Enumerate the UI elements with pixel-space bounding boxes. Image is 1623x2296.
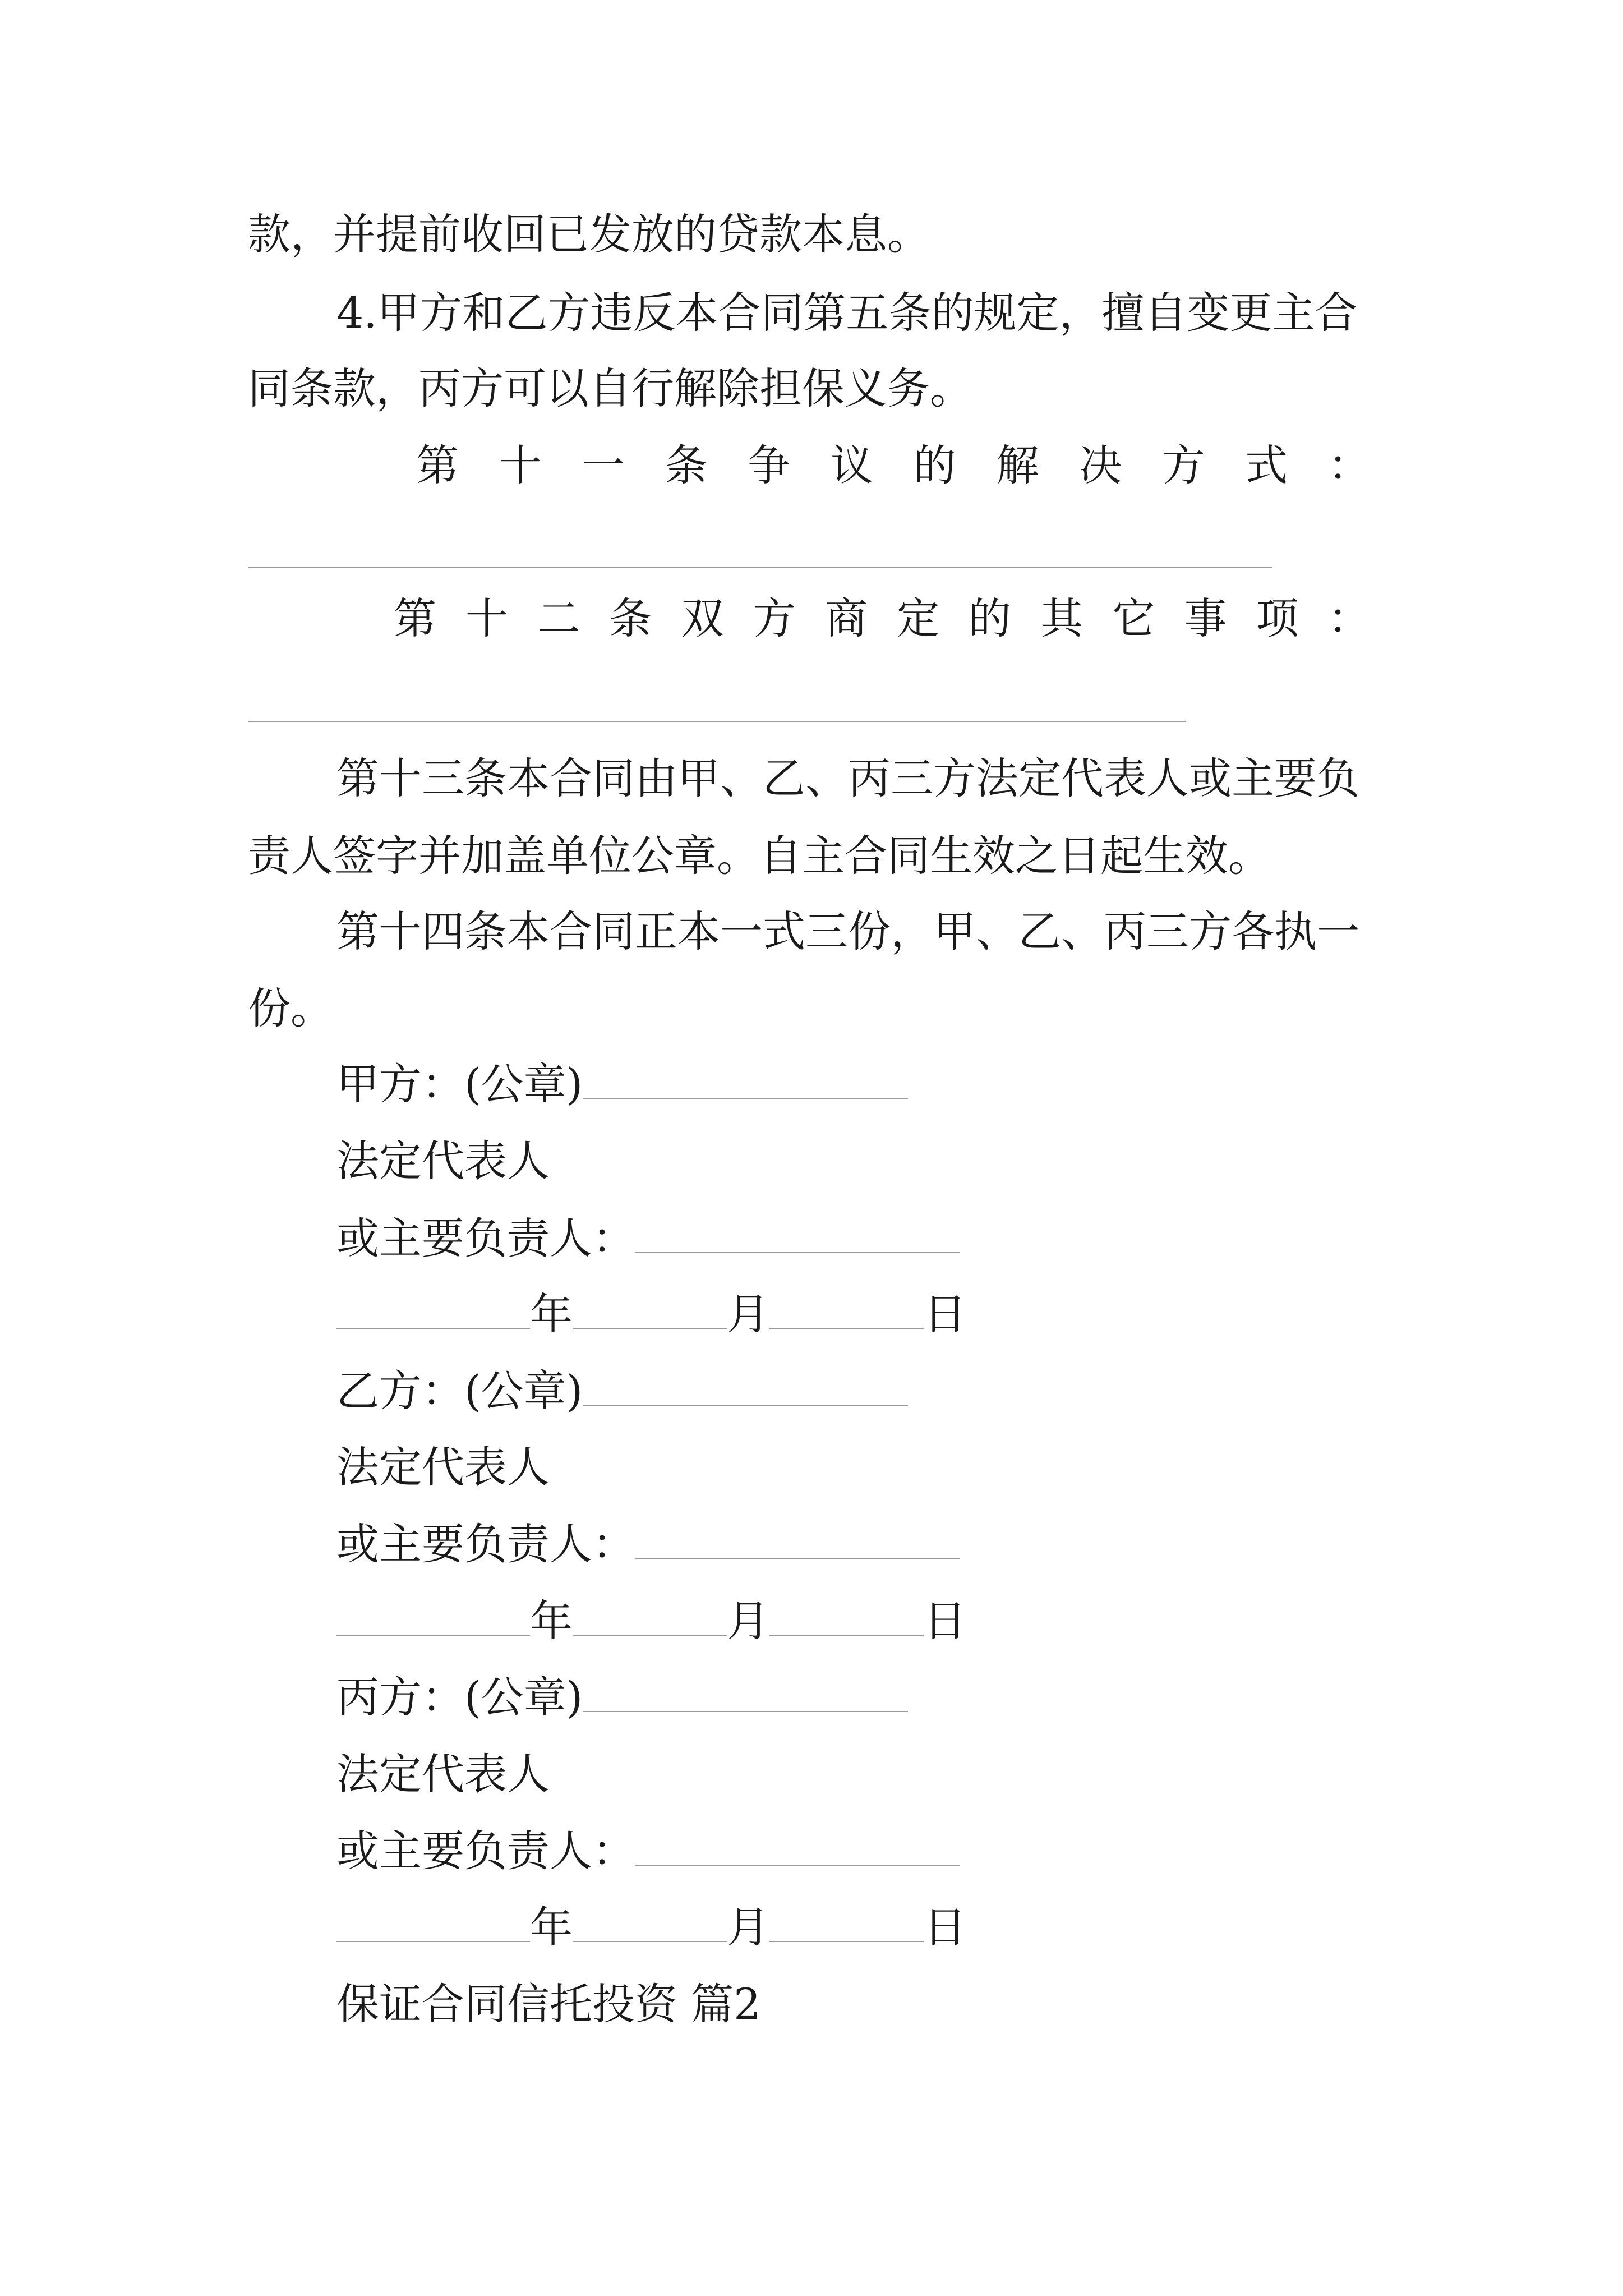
month-label: 月 [727, 1596, 769, 1646]
heading-char: 条 [665, 440, 708, 490]
party-a-seal-blank[interactable] [583, 1059, 908, 1099]
party-c-signature-blank[interactable] [635, 1825, 960, 1866]
heading-char: 议 [831, 440, 874, 490]
heading-char: ： [1327, 440, 1371, 490]
party-c-date-line [336, 1901, 966, 1954]
heading-char: 商 [824, 593, 868, 643]
party-a-date-line [336, 1287, 966, 1341]
heading-char: 它 [1112, 593, 1155, 643]
heading-char: 决 [1079, 440, 1122, 490]
heading-char: 事 [1184, 593, 1227, 643]
party-b-seal-line [336, 1364, 908, 1418]
heading-char: 的 [969, 593, 1012, 643]
party-c-responsible-line [336, 1824, 960, 1878]
heading-char: 定 [896, 593, 939, 643]
heading-char: 式 [1245, 440, 1288, 490]
heading-char: 条 [609, 593, 652, 643]
clause-4-line-1: 4.甲方和乙方违反本合同第五条的规定，擅自变更主合 [336, 288, 1358, 338]
party-a-seal-line [336, 1057, 908, 1111]
party-c-month-blank[interactable] [573, 1902, 727, 1942]
article-14-line-2: 份。 [248, 983, 333, 1033]
party-b-seal-blank[interactable] [583, 1365, 908, 1406]
heading-char: 方 [753, 593, 796, 643]
party-c-responsible-label: 或主要负责人： [336, 1826, 635, 1876]
article-12-heading [394, 592, 1371, 646]
party-b-responsible-label: 或主要负责人： [336, 1519, 635, 1569]
article-12-blank-line [248, 721, 1186, 722]
party-b-legal-rep: 法定代表人 [336, 1442, 550, 1492]
article-13-line-1: 第十三条本合同由甲、乙、丙三方法定代表人或主要负 [336, 753, 1359, 803]
month-label: 月 [727, 1902, 769, 1952]
party-b-day-blank[interactable] [769, 1595, 924, 1636]
heading-char: 十 [465, 593, 509, 643]
year-label: 年 [530, 1289, 573, 1339]
day-label: 日 [924, 1289, 966, 1339]
clause-4-line-2: 同条款，丙方可以自行解除担保义务。 [248, 364, 972, 413]
heading-char: 项 [1256, 593, 1299, 643]
party-b-year-blank[interactable] [336, 1595, 530, 1636]
party-a-legal-rep: 法定代表人 [336, 1136, 550, 1186]
party-b-responsible-line [336, 1517, 960, 1571]
party-b-label: 乙方：(公章) [336, 1366, 583, 1416]
heading-char: ： [1327, 593, 1371, 643]
heading-char: 双 [681, 593, 724, 643]
party-b-date-line [336, 1594, 966, 1648]
party-b-month-blank[interactable] [573, 1595, 727, 1636]
party-c-year-blank[interactable] [336, 1902, 530, 1942]
heading-char: 解 [996, 440, 1039, 490]
party-a-month-blank[interactable] [573, 1289, 727, 1329]
section-title: 保证合同信托投资 篇2 [336, 1979, 761, 2029]
party-a-day-blank[interactable] [769, 1289, 924, 1329]
party-c-day-blank[interactable] [769, 1902, 924, 1942]
party-c-legal-rep: 法定代表人 [336, 1749, 550, 1799]
heading-char: 十 [499, 440, 542, 490]
party-a-signature-blank[interactable] [635, 1213, 960, 1253]
year-label: 年 [530, 1902, 573, 1952]
heading-char: 一 [582, 440, 625, 490]
article-11-heading [416, 439, 1371, 493]
heading-char: 第 [394, 593, 436, 643]
article-14-line-1: 第十四条本合同正本一式三份，甲、乙、丙三方各执一 [336, 907, 1359, 956]
party-c-seal-line [336, 1671, 908, 1724]
day-label: 日 [924, 1596, 966, 1646]
heading-char: 二 [537, 593, 580, 643]
heading-char: 方 [1162, 440, 1205, 490]
heading-char: 的 [913, 440, 956, 490]
article-13-line-2: 责人签字并加盖单位公章。自主合同生效之日起生效。 [248, 831, 1271, 881]
heading-char: 第 [416, 440, 459, 490]
day-label: 日 [924, 1902, 966, 1952]
party-c-seal-blank[interactable] [583, 1672, 908, 1712]
heading-char: 争 [748, 440, 791, 490]
paragraph-continuation: 款，并提前收回已发放的贷款本息。 [248, 209, 930, 259]
month-label: 月 [727, 1289, 769, 1339]
party-a-responsible-line [336, 1212, 960, 1266]
party-b-signature-blank[interactable] [635, 1519, 960, 1559]
party-a-responsible-label: 或主要负责人： [336, 1213, 635, 1263]
party-a-label: 甲方：(公章) [336, 1059, 583, 1109]
party-c-label: 丙方：(公章) [336, 1672, 583, 1722]
article-11-blank-line [248, 567, 1272, 568]
party-a-year-blank[interactable] [336, 1289, 530, 1329]
year-label: 年 [530, 1596, 573, 1646]
heading-char: 其 [1040, 593, 1083, 643]
